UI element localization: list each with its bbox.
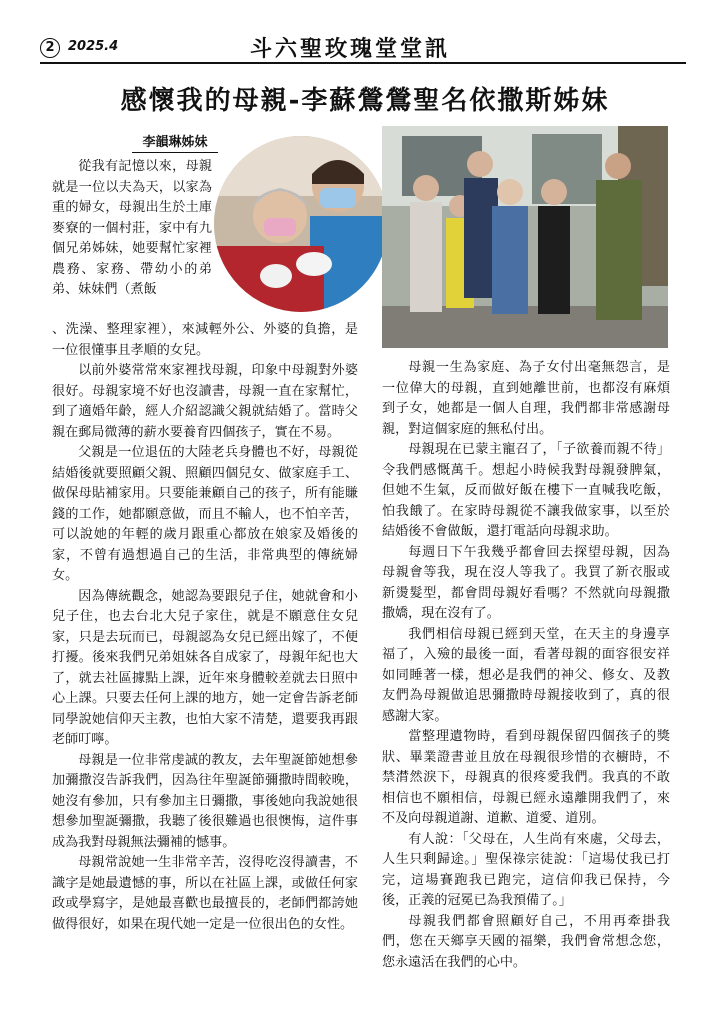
article-paragraph: 我們相信母親已經到天堂，在天主的身邊享福了，入殮的最後一面，看著母親的面容很安祥如同睡著一樣，想必是我們的神父、修女、及教友們為母親做追思彌撒時母親接收到了，真的很感謝大家。 bbox=[382, 626, 670, 724]
article-paragraph: 父親是一位退伍的大陸老兵身體也不好，母親從結婚後就要照顧父親、照顧四個兒女、做家庭手工、做保母貼補家用。只要能兼顧自己的孩子，所有能賺錢的工作，她都願意做，而且不輸人，也不怕辛苦，可以說她的年輕的歲月跟重心都放在娘家及婚後的家，不曾有過想過自己的生活，非常典型的傳統婦女。 bbox=[52, 445, 358, 583]
article-paragraph: 母親是一位非常虔誠的教友，去年聖誕節她想參加彌撒沒告訴我們，因為往年聖誕節彌撒時間較晚，她沒有參加，只有參加主日彌撒，事後她向我說她很想參加聖誕彌撒，我聽了後很難過也很懊悔，這件事成為我對母親無法彌補的憾事。 bbox=[52, 752, 358, 850]
article-paragraph: 有人說：「父母在，人生尚有來處，父母去，人生只剩歸途。」聖保祿宗徒說：「這場仗我已打完，這場賽跑我已跑完，這信仰我已保持，今後，正義的冠冕已為我預備了。」 bbox=[382, 831, 670, 908]
article-column-left-top bbox=[52, 157, 212, 301]
article-paragraph: 每週日下午我幾乎都會回去探望母親，因為母親會等我，現在沒人等我了。我買了新衣服或新燙髮型，都會問母親好看嗎？不然就向母親撒撒嬌，現在沒有了。 bbox=[382, 544, 670, 621]
article-paragraph: 母親常說她一生非常辛苦，沒得吃沒得讀書，不識字是她最遺憾的事，所以在社區上課，或做任何家政或學寫字，是她最喜歡也最擅長的，老師們都誇她做得很好，如果在現代她一定是一位很出色的女性。 bbox=[52, 855, 358, 932]
article-column-right bbox=[382, 358, 670, 973]
article-title: 感懷我的母親-李蘇鶯鶯聖名依撒斯姊妹 bbox=[120, 86, 610, 116]
article-paragraph: 母親我們都會照顧好自己，不用再牽掛我們，您在天鄉享天國的福樂，我們會常想念您，您永遠活在我們的心中。 bbox=[382, 913, 670, 970]
article-paragraph: 母親一生為家庭、為子女付出毫無怨言，是一位偉大的母親，直到她離世前，也都沒有麻煩到子女，她都是一個人自理，我們都非常感謝母親，對這個家庭的無私付出。 bbox=[382, 360, 670, 437]
article-paragraph: 、洗澡、整理家裡），來減輕外公、外婆的負擔，是一位很懂事且孝順的女兒。 bbox=[52, 322, 358, 358]
photo-mother-with-caregiver bbox=[214, 136, 388, 312]
article-paragraph: 當整理遺物時，看到母親保留四個孩子的獎狀、畢業證書並且放在母親很珍惜的衣櫥時，不禁潸然淚下，母親真的很疼愛我們。我真的不敢相信也不願相信，母親已經永遠離開我們了，來不及向母親道謝、道歉、道愛、道別。 bbox=[382, 729, 670, 826]
article-paragraph: 母親現在已蒙主寵召了，「子欲養而親不待」令我們感慨萬千。想起小時候我對母親發脾氣，但她不生氣，反而做好飯在樓下一直喊我吃飯，怕我餓了。在家時母親從不讓我做家事，以至於結婚後不會做飯，還打電話向母親求助。 bbox=[382, 442, 670, 539]
article-paragraph: 以前外婆常常來家裡找母親，印象中母親對外婆很好。母親家境不好也沒讀書，母親一直在家幫忙，到了適婚年齡，經人介紹認識父親就結婚了。當時父親在郵局微薄的薪水要養育四個孩子，實在不易。 bbox=[52, 363, 358, 440]
author-byline: 李韻琳姊妹 bbox=[132, 131, 218, 153]
article-column-left bbox=[52, 320, 358, 935]
page-number-circle: 2 bbox=[40, 38, 60, 58]
page-header bbox=[40, 30, 686, 64]
newsletter-title: 斗六聖玫瑰堂堂訊 bbox=[250, 37, 451, 62]
article-paragraph: 因為傳統觀念，她認為要跟兒子住，她就會和小兒子住，也去台北大兒子家住，就是不願意住女兒家，只是去玩而已，母親認為女兒已經出嫁了，不便打擾。後來我們兄弟姐妹各自成家了，母親年紀也大了，就去社區據點上課，近年來身體較差就去日照中心上課。只要去任何上課的地方，她一定會告訴老師同學說她信仰天主教，也怕大家不清楚，還要我再跟老師叮嚀。 bbox=[52, 588, 358, 747]
article-paragraph: 從我有記憶以來，母親就是一位以夫為天，以家為重的婦女，母親出生於土庫麥寮的一個村莊，家中有九個兄弟姊妹，她要幫忙家裡農務、家務、帶幼小的弟弟、妹妹們（煮飯 bbox=[52, 159, 212, 297]
issue-date: 2025.4 bbox=[68, 39, 119, 54]
photo-family-group bbox=[382, 126, 668, 348]
header-divider bbox=[40, 62, 686, 64]
